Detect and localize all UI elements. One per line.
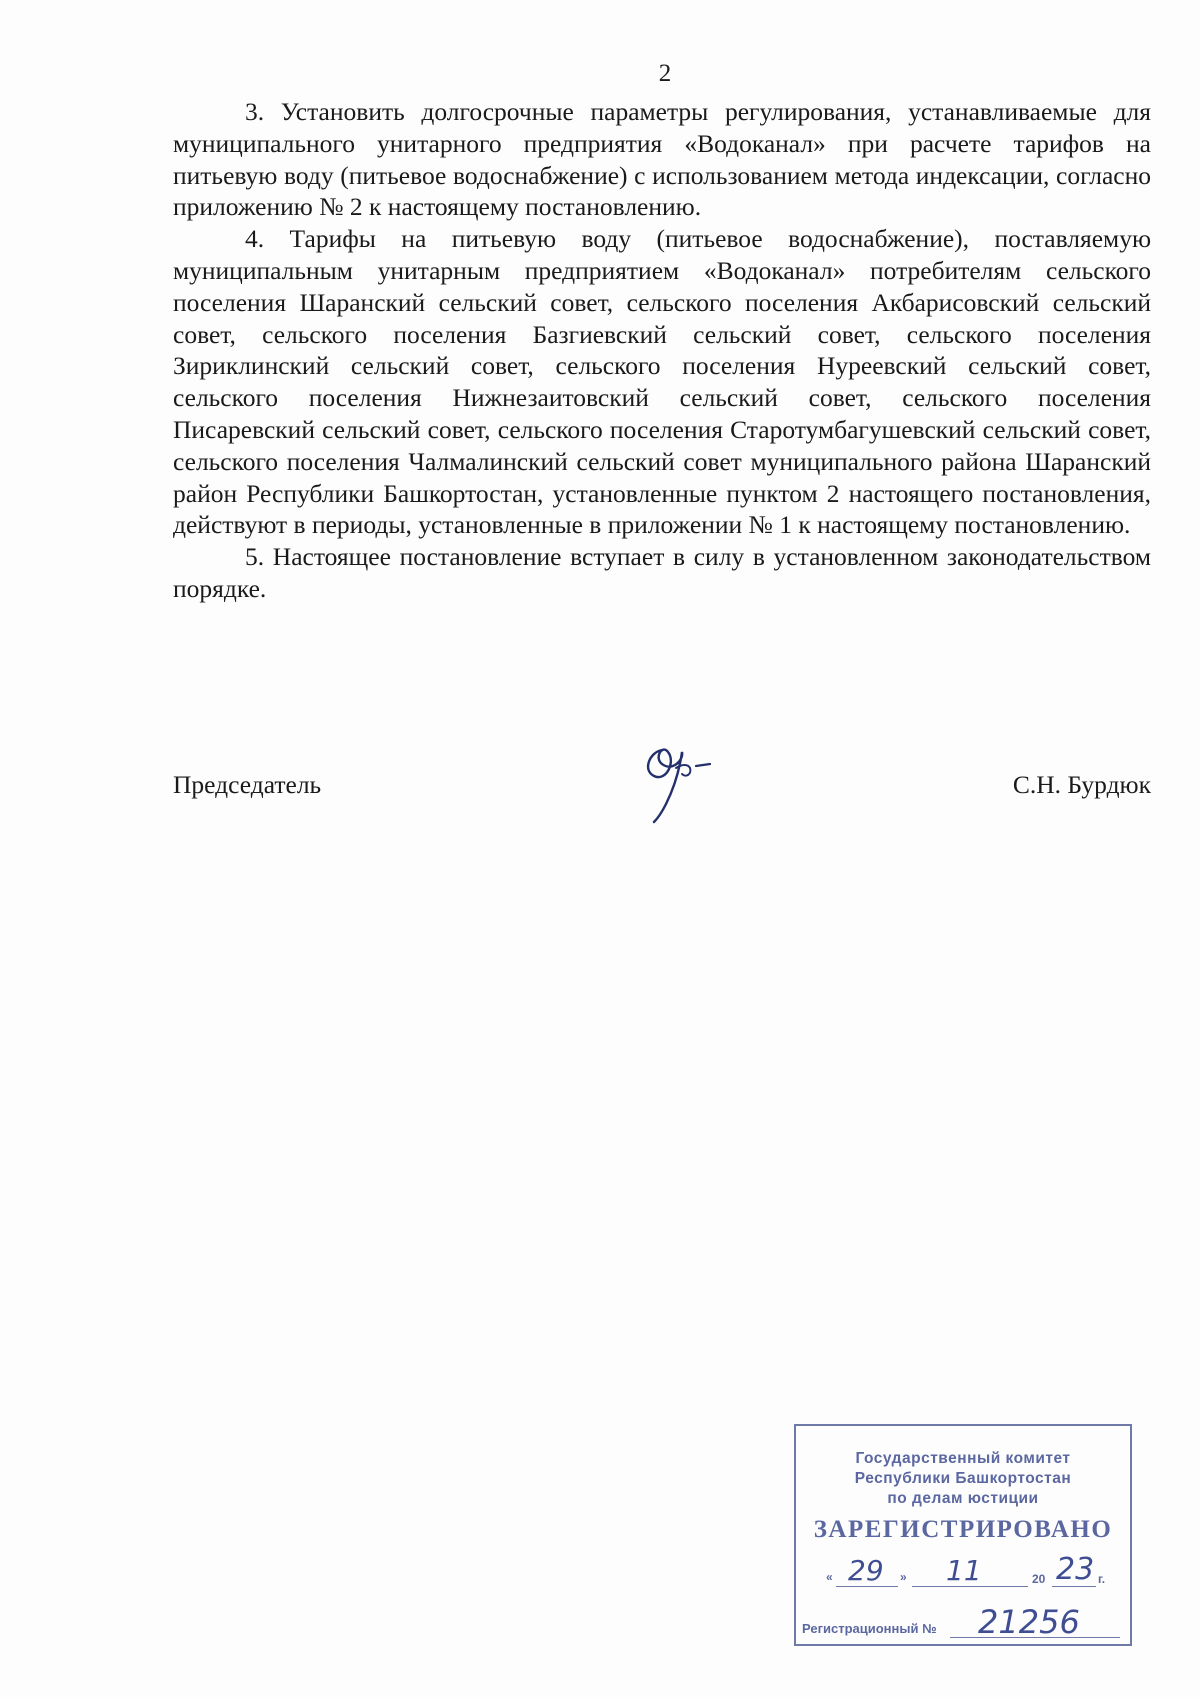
stamp-registered-label: ЗАРЕГИСТРИРОВАНО — [813, 1516, 1113, 1543]
date-century: 20 — [1032, 1572, 1046, 1586]
paragraph-4: 4. Тарифы на питьевую воду (питьевое водоснабжение), поставляемую муниципальным унитарным предприятием «Водоканал» потребителям сельского поселения Шаранский сельский совет, сельского поселения Акбарисовский сельский совет, сельского поселения Базгиевский сельский совет, сельского поселения Зириклинский сельский совет, сельского поселения Нуреевский сельский совет, сельского поселения Нижнезаитовский сельский совет, сельского поселения Писаревский сельский совет, сельского поселения Старотумбагушевский сельский совет, сельского поселения Чалмалинский сельский совет муниципального района Шаранский район Республики Башкортостан, установленные пунктом 2 настоящего постановления, действуют в периоды, установленные в приложении № 1 к настоящему постановлению. — [173, 224, 1151, 540]
date-day: 29 — [848, 1554, 884, 1587]
stamp-registration-number — [802, 1603, 1122, 1641]
registration-label: Регистрационный № — [802, 1621, 937, 1636]
date-suffix: г. — [1098, 1572, 1106, 1586]
registration-stamp — [794, 1424, 1132, 1646]
date-close-quote: » — [900, 1570, 907, 1584]
handwritten-signature — [632, 730, 732, 826]
signer-name: С.Н. Бурдюк — [1012, 770, 1151, 799]
registration-number: 21256 — [978, 1603, 1080, 1641]
signer-title: Председатель — [173, 770, 322, 799]
stamp-authority-line-3: по делам юстиции — [887, 1490, 1039, 1507]
paragraph-3: 3. Установить долгосрочные параметры регулирования, устанавливаемые для муниципального унитарного предприятия «Водоканал» при расчете тарифов на питьевую воду (питьевое водоснабжение) с использованием метода индексации, согласно приложению № 2 к настоящему постановлению. — [173, 97, 1151, 222]
stamp-authority-line-1: Государственный комитет — [855, 1450, 1071, 1467]
document-body — [173, 96, 1151, 605]
date-open-quote: « — [826, 1570, 833, 1584]
date-month: 11 — [946, 1554, 982, 1587]
date-year: 23 — [1056, 1552, 1095, 1587]
paragraph-5: 5. Настоящее постановление вступает в силу в установленном законодательством порядке. — [173, 542, 1151, 603]
page-number: 2 — [658, 60, 672, 87]
stamp-authority-line-2: Республики Башкортостан — [854, 1470, 1072, 1487]
stamp-date — [826, 1552, 1116, 1590]
